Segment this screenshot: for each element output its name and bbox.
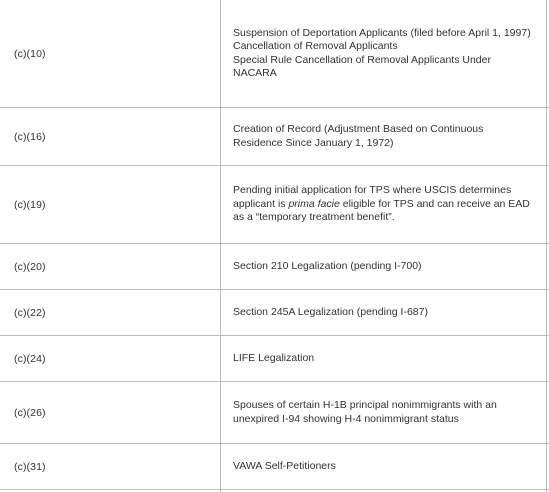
description-line: Special Rule Cancellation of Removal Applicants Under NACARA (233, 53, 491, 79)
category-code: (c)(26) (14, 406, 46, 419)
table-row (0, 382, 549, 444)
category-description (233, 108, 535, 165)
table-row (0, 444, 549, 490)
description-text: eligible for TPS and can receive an EAD as a “temporary treatment benefit”. (233, 197, 530, 224)
description-line: LIFE Legalization (233, 351, 315, 364)
description-italic-text: prima facie (288, 197, 340, 210)
column-divider (220, 0, 221, 492)
category-code: (c)(10) (14, 47, 46, 60)
description-line: Spouses of certain H-1B principal nonimmigrants with an unexpired I-94 showing H-4 nonimmigrant status (233, 399, 497, 425)
category-description (233, 290, 535, 335)
table-row (0, 290, 549, 336)
category-description (233, 0, 535, 107)
table-row (0, 108, 549, 166)
description-line: Suspension of Deportation Applicants (filed before April 1, 1997) (233, 26, 531, 39)
category-code: (c)(16) (14, 130, 46, 143)
description-line (233, 184, 535, 225)
category-description (233, 382, 535, 443)
description-line: Creation of Record (Adjustment Based on Continuous Residence Since January 1, 1972) (233, 123, 484, 149)
category-description (233, 244, 535, 289)
description-line: VAWA Self-Petitioners (233, 459, 336, 472)
category-code: (c)(31) (14, 460, 46, 473)
table-row (0, 0, 549, 108)
table-row (0, 336, 549, 382)
description-text: Pending initial application for TPS where USCIS determines applicant is (233, 184, 512, 210)
category-code: (c)(20) (14, 260, 46, 273)
description-line: Section 210 Legalization (pending I-700) (233, 259, 422, 272)
category-code: (c)(22) (14, 306, 46, 319)
table-row (0, 166, 549, 244)
category-description (233, 166, 535, 243)
category-code: (c)(24) (14, 352, 46, 365)
table-row (0, 244, 549, 290)
table-right-border (546, 0, 547, 492)
description-line: Section 245A Legalization (pending I-687) (233, 305, 428, 318)
category-description (233, 444, 535, 489)
description-line: Cancellation of Removal Applicants (233, 40, 398, 52)
category-description (233, 336, 535, 381)
category-code: (c)(19) (14, 198, 46, 211)
